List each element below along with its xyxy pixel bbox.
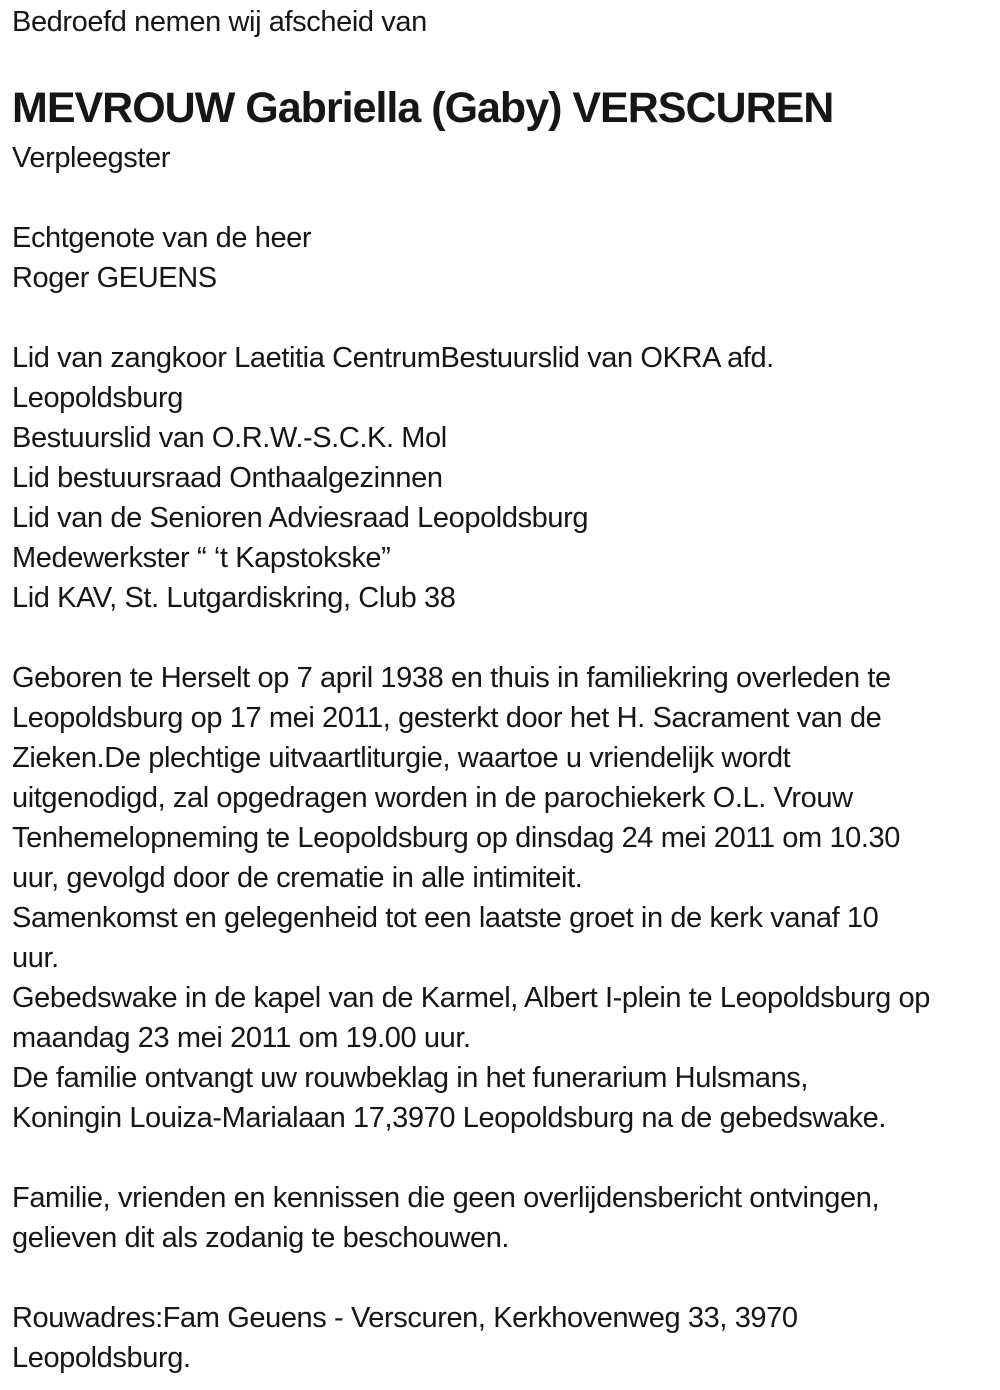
membership-line: Lid KAV, St. Lutgardiskring, Club 38 xyxy=(12,582,456,614)
membership-line: Leopoldsburg xyxy=(12,382,183,414)
membership-line: Medewerkster “ ‘t Kapstokske” xyxy=(12,542,391,574)
membership-line: Lid bestuursraad Onthaalgezinnen xyxy=(12,462,443,494)
spouse-intro: Echtgenote van de heer xyxy=(12,222,312,254)
announcement-line: Gebedswake in de kapel van de Karmel, Albert I-plein te Leopoldsburg op xyxy=(12,982,930,1014)
membership-line: Lid van zangkoor Laetitia CentrumBestuurslid van OKRA afd. xyxy=(12,342,774,374)
announcement-line: uur. xyxy=(12,942,59,974)
announcement-line: uur, gevolgd door de crematie in alle intimiteit. xyxy=(12,862,583,894)
spouse-name: Roger GEUENS xyxy=(12,262,217,294)
deceased-name: MEVROUW Gabriella (Gaby) VERSCUREN xyxy=(12,84,834,132)
spacer xyxy=(12,42,984,78)
announcement-line: Zieken.De plechtige uitvaartliturgie, waartoe u vriendelijk wordt xyxy=(12,742,791,774)
spacer xyxy=(12,298,984,338)
spacer xyxy=(12,1258,984,1298)
spacer xyxy=(12,178,984,218)
notice-line: gelieven dit als zodanig te beschouwen. xyxy=(12,1222,510,1254)
membership-line: Lid van de Senioren Adviesraad Leopoldsburg xyxy=(12,502,589,534)
announcement-line: Koningin Louiza-Marialaan 17,3970 Leopoldsburg na de gebedswake. xyxy=(12,1102,887,1134)
profession: Verpleegster xyxy=(12,142,171,174)
announcement-line: Geboren te Herselt op 7 april 1938 en thuis in familiekring overleden te xyxy=(12,662,891,694)
spacer xyxy=(12,1138,984,1178)
announcement-line: uitgenodigd, zal opgedragen worden in de parochiekerk O.L. Vrouw xyxy=(12,782,853,814)
notice-line: Familie, vrienden en kennissen die geen overlijdensbericht ontvingen, xyxy=(12,1182,880,1214)
mourning-address-line: Leopoldsburg. xyxy=(12,1342,191,1374)
intro-line: Bedroefd nemen wij afscheid van xyxy=(12,6,427,38)
announcement-line: Leopoldsburg op 17 mei 2011, gesterkt door het H. Sacrament van de xyxy=(12,702,882,734)
announcement-line: maandag 23 mei 2011 om 19.00 uur. xyxy=(12,1022,471,1054)
spacer xyxy=(12,618,984,658)
mourning-address-line: Rouwadres:Fam Geuens - Verscuren, Kerkhovenweg 33, 3970 xyxy=(12,1302,798,1334)
membership-line: Bestuurslid van O.R.W.-S.C.K. Mol xyxy=(12,422,447,454)
announcement-line: De familie ontvangt uw rouwbeklag in het funerarium Hulsmans, xyxy=(12,1062,809,1094)
announcement-line: Samenkomst en gelegenheid tot een laatste groet in de kerk vanaf 10 xyxy=(12,902,879,934)
announcement-line: Tenhemelopneming te Leopoldsburg op dinsdag 24 mei 2011 om 10.30 xyxy=(12,822,901,854)
